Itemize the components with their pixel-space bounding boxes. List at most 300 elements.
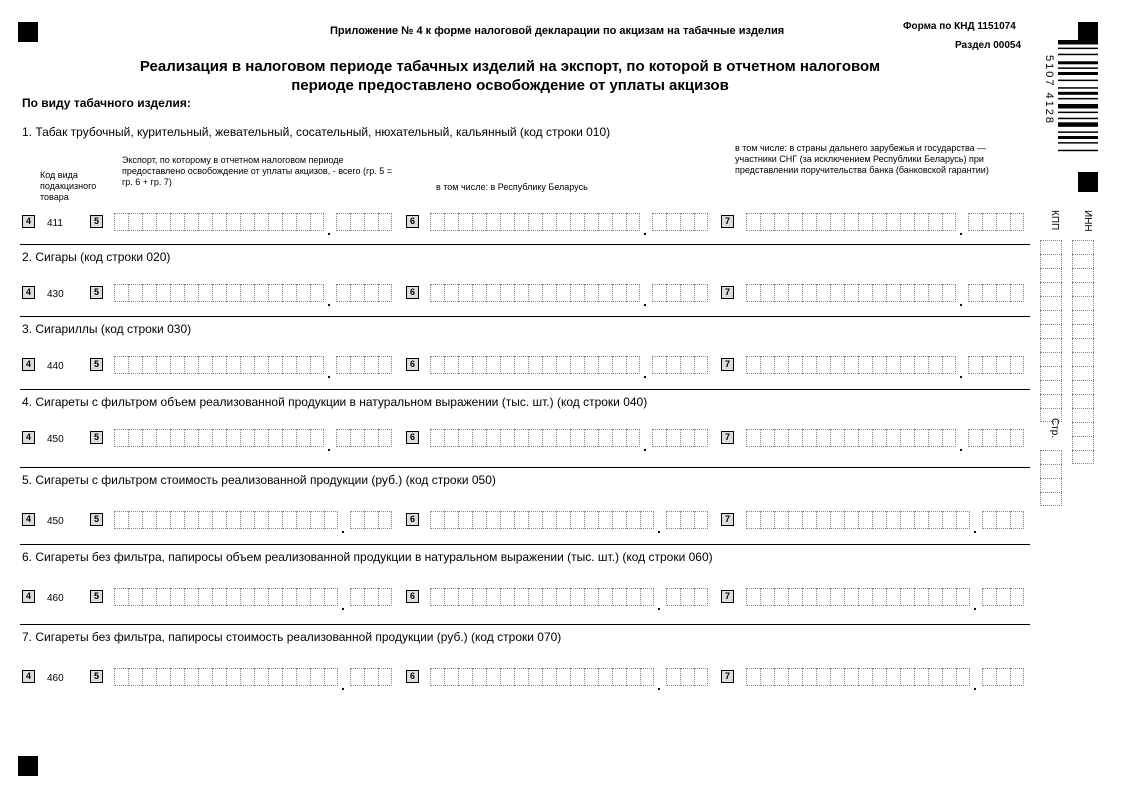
input-cell[interactable] xyxy=(254,588,268,606)
input-cell[interactable] xyxy=(514,668,528,686)
input-cell[interactable] xyxy=(640,511,654,529)
input-cell[interactable] xyxy=(528,429,542,447)
input-cell[interactable] xyxy=(942,588,956,606)
side-cell[interactable] xyxy=(1072,408,1094,422)
input-cell[interactable] xyxy=(584,356,598,374)
input-cell[interactable] xyxy=(458,356,472,374)
input-cell[interactable] xyxy=(928,668,942,686)
input-cell[interactable] xyxy=(310,588,324,606)
input-cell[interactable] xyxy=(652,356,666,374)
input-cell[interactable] xyxy=(666,284,680,302)
input-cell[interactable] xyxy=(500,511,514,529)
col7-fraction-field[interactable] xyxy=(968,356,1024,374)
input-cell[interactable] xyxy=(598,588,612,606)
input-cell[interactable] xyxy=(472,429,486,447)
input-cell[interactable] xyxy=(212,511,226,529)
input-cell[interactable] xyxy=(212,668,226,686)
input-cell[interactable] xyxy=(928,213,942,231)
input-cell[interactable] xyxy=(170,429,184,447)
input-cell[interactable] xyxy=(802,588,816,606)
input-cell[interactable] xyxy=(694,429,708,447)
input-cell[interactable] xyxy=(472,213,486,231)
input-cell[interactable] xyxy=(114,588,128,606)
input-cell[interactable] xyxy=(156,429,170,447)
side-cell[interactable] xyxy=(1040,352,1062,366)
input-cell[interactable] xyxy=(982,356,996,374)
input-cell[interactable] xyxy=(114,511,128,529)
input-cell[interactable] xyxy=(556,429,570,447)
input-cell[interactable] xyxy=(268,213,282,231)
input-cell[interactable] xyxy=(336,284,350,302)
input-cell[interactable] xyxy=(198,511,212,529)
input-cell[interactable] xyxy=(254,668,268,686)
input-cell[interactable] xyxy=(680,284,694,302)
input-cell[interactable] xyxy=(816,284,830,302)
col7-integer-field[interactable] xyxy=(746,588,970,606)
input-cell[interactable] xyxy=(528,356,542,374)
input-cell[interactable] xyxy=(310,668,324,686)
col6-integer-field[interactable] xyxy=(430,668,654,686)
input-cell[interactable] xyxy=(336,213,350,231)
input-cell[interactable] xyxy=(802,511,816,529)
input-cell[interactable] xyxy=(844,356,858,374)
side-cell[interactable] xyxy=(1040,310,1062,324)
input-cell[interactable] xyxy=(364,668,378,686)
input-cell[interactable] xyxy=(914,668,928,686)
input-cell[interactable] xyxy=(128,284,142,302)
input-cell[interactable] xyxy=(114,284,128,302)
input-cell[interactable] xyxy=(198,284,212,302)
input-cell[interactable] xyxy=(928,356,942,374)
input-cell[interactable] xyxy=(694,668,708,686)
input-cell[interactable] xyxy=(816,429,830,447)
col5-fraction-field[interactable] xyxy=(336,429,392,447)
input-cell[interactable] xyxy=(760,284,774,302)
input-cell[interactable] xyxy=(378,588,392,606)
input-cell[interactable] xyxy=(830,429,844,447)
input-cell[interactable] xyxy=(982,588,996,606)
input-cell[interactable] xyxy=(500,356,514,374)
input-cell[interactable] xyxy=(486,213,500,231)
input-cell[interactable] xyxy=(142,356,156,374)
input-cell[interactable] xyxy=(184,356,198,374)
col7-integer-field[interactable] xyxy=(746,429,956,447)
input-cell[interactable] xyxy=(324,588,338,606)
input-cell[interactable] xyxy=(760,213,774,231)
input-cell[interactable] xyxy=(444,429,458,447)
input-cell[interactable] xyxy=(746,213,760,231)
input-cell[interactable] xyxy=(472,356,486,374)
input-cell[interactable] xyxy=(128,213,142,231)
input-cell[interactable] xyxy=(760,429,774,447)
col5-integer-field[interactable] xyxy=(114,588,338,606)
input-cell[interactable] xyxy=(296,429,310,447)
side-cell[interactable] xyxy=(1072,436,1094,450)
input-cell[interactable] xyxy=(486,356,500,374)
input-cell[interactable] xyxy=(816,668,830,686)
input-cell[interactable] xyxy=(254,213,268,231)
input-cell[interactable] xyxy=(844,668,858,686)
col7-fraction-field[interactable] xyxy=(982,511,1024,529)
input-cell[interactable] xyxy=(872,213,886,231)
input-cell[interactable] xyxy=(640,588,654,606)
input-cell[interactable] xyxy=(788,356,802,374)
input-cell[interactable] xyxy=(268,284,282,302)
input-cell[interactable] xyxy=(268,668,282,686)
input-cell[interactable] xyxy=(942,356,956,374)
input-cell[interactable] xyxy=(914,213,928,231)
input-cell[interactable] xyxy=(886,668,900,686)
input-cell[interactable] xyxy=(142,429,156,447)
input-cell[interactable] xyxy=(830,668,844,686)
input-cell[interactable] xyxy=(128,511,142,529)
input-cell[interactable] xyxy=(830,284,844,302)
input-cell[interactable] xyxy=(968,213,982,231)
input-cell[interactable] xyxy=(514,588,528,606)
input-cell[interactable] xyxy=(612,429,626,447)
input-cell[interactable] xyxy=(626,429,640,447)
side-cell[interactable] xyxy=(1072,324,1094,338)
input-cell[interactable] xyxy=(694,511,708,529)
input-cell[interactable] xyxy=(774,511,788,529)
input-cell[interactable] xyxy=(444,668,458,686)
input-cell[interactable] xyxy=(542,511,556,529)
input-cell[interactable] xyxy=(226,213,240,231)
side-cell[interactable] xyxy=(1040,478,1062,492)
input-cell[interactable] xyxy=(556,511,570,529)
input-cell[interactable] xyxy=(282,511,296,529)
input-cell[interactable] xyxy=(212,213,226,231)
input-cell[interactable] xyxy=(942,668,956,686)
col7-integer-field[interactable] xyxy=(746,284,956,302)
input-cell[interactable] xyxy=(802,284,816,302)
input-cell[interactable] xyxy=(444,588,458,606)
input-cell[interactable] xyxy=(872,668,886,686)
input-cell[interactable] xyxy=(914,356,928,374)
input-cell[interactable] xyxy=(816,588,830,606)
input-cell[interactable] xyxy=(142,588,156,606)
input-cell[interactable] xyxy=(626,668,640,686)
col6-integer-field[interactable] xyxy=(430,213,640,231)
side-cell[interactable] xyxy=(1072,380,1094,394)
input-cell[interactable] xyxy=(556,356,570,374)
input-cell[interactable] xyxy=(760,588,774,606)
input-cell[interactable] xyxy=(900,356,914,374)
input-cell[interactable] xyxy=(240,284,254,302)
side-cell[interactable] xyxy=(1072,310,1094,324)
input-cell[interactable] xyxy=(928,429,942,447)
input-cell[interactable] xyxy=(858,511,872,529)
input-cell[interactable] xyxy=(240,429,254,447)
input-cell[interactable] xyxy=(336,429,350,447)
input-cell[interactable] xyxy=(942,511,956,529)
input-cell[interactable] xyxy=(240,356,254,374)
input-cell[interactable] xyxy=(542,588,556,606)
input-cell[interactable] xyxy=(296,284,310,302)
side-cell[interactable] xyxy=(1072,282,1094,296)
input-cell[interactable] xyxy=(128,588,142,606)
input-cell[interactable] xyxy=(746,668,760,686)
input-cell[interactable] xyxy=(198,356,212,374)
input-cell[interactable] xyxy=(486,429,500,447)
col5-fraction-field[interactable] xyxy=(350,511,392,529)
input-cell[interactable] xyxy=(170,284,184,302)
input-cell[interactable] xyxy=(378,429,392,447)
side-cell[interactable] xyxy=(1072,268,1094,282)
side-cell[interactable] xyxy=(1072,240,1094,254)
input-cell[interactable] xyxy=(500,284,514,302)
input-cell[interactable] xyxy=(198,588,212,606)
input-cell[interactable] xyxy=(170,588,184,606)
col6-fraction-field[interactable] xyxy=(652,284,708,302)
input-cell[interactable] xyxy=(584,429,598,447)
input-cell[interactable] xyxy=(886,588,900,606)
col5-integer-field[interactable] xyxy=(114,284,324,302)
input-cell[interactable] xyxy=(900,213,914,231)
input-cell[interactable] xyxy=(746,429,760,447)
input-cell[interactable] xyxy=(142,213,156,231)
col5-integer-field[interactable] xyxy=(114,213,324,231)
input-cell[interactable] xyxy=(570,429,584,447)
input-cell[interactable] xyxy=(694,284,708,302)
input-cell[interactable] xyxy=(996,284,1010,302)
side-cell[interactable] xyxy=(1072,422,1094,436)
input-cell[interactable] xyxy=(956,668,970,686)
input-cell[interactable] xyxy=(310,213,324,231)
input-cell[interactable] xyxy=(528,588,542,606)
col5-fraction-field[interactable] xyxy=(336,356,392,374)
input-cell[interactable] xyxy=(282,588,296,606)
input-cell[interactable] xyxy=(816,356,830,374)
input-cell[interactable] xyxy=(626,588,640,606)
side-cell[interactable] xyxy=(1072,366,1094,380)
input-cell[interactable] xyxy=(350,356,364,374)
input-cell[interactable] xyxy=(500,429,514,447)
input-cell[interactable] xyxy=(830,588,844,606)
input-cell[interactable] xyxy=(584,213,598,231)
input-cell[interactable] xyxy=(914,588,928,606)
input-cell[interactable] xyxy=(760,668,774,686)
input-cell[interactable] xyxy=(240,668,254,686)
input-cell[interactable] xyxy=(350,429,364,447)
input-cell[interactable] xyxy=(666,511,680,529)
input-cell[interactable] xyxy=(170,511,184,529)
input-cell[interactable] xyxy=(458,284,472,302)
input-cell[interactable] xyxy=(378,356,392,374)
input-cell[interactable] xyxy=(542,284,556,302)
input-cell[interactable] xyxy=(598,356,612,374)
input-cell[interactable] xyxy=(212,356,226,374)
col6-integer-field[interactable] xyxy=(430,429,640,447)
input-cell[interactable] xyxy=(364,356,378,374)
input-cell[interactable] xyxy=(184,213,198,231)
input-cell[interactable] xyxy=(378,511,392,529)
input-cell[interactable] xyxy=(458,429,472,447)
input-cell[interactable] xyxy=(760,356,774,374)
input-cell[interactable] xyxy=(996,429,1010,447)
input-cell[interactable] xyxy=(514,511,528,529)
input-cell[interactable] xyxy=(444,356,458,374)
input-cell[interactable] xyxy=(1010,356,1024,374)
input-cell[interactable] xyxy=(680,213,694,231)
input-cell[interactable] xyxy=(816,213,830,231)
input-cell[interactable] xyxy=(802,213,816,231)
input-cell[interactable] xyxy=(254,511,268,529)
side-cell[interactable] xyxy=(1040,492,1062,506)
input-cell[interactable] xyxy=(296,588,310,606)
input-cell[interactable] xyxy=(942,213,956,231)
input-cell[interactable] xyxy=(528,284,542,302)
input-cell[interactable] xyxy=(128,668,142,686)
input-cell[interactable] xyxy=(858,213,872,231)
input-cell[interactable] xyxy=(430,588,444,606)
input-cell[interactable] xyxy=(542,213,556,231)
input-cell[interactable] xyxy=(212,284,226,302)
col7-integer-field[interactable] xyxy=(746,668,970,686)
input-cell[interactable] xyxy=(652,213,666,231)
input-cell[interactable] xyxy=(156,588,170,606)
input-cell[interactable] xyxy=(612,284,626,302)
input-cell[interactable] xyxy=(430,429,444,447)
input-cell[interactable] xyxy=(612,668,626,686)
input-cell[interactable] xyxy=(996,213,1010,231)
input-cell[interactable] xyxy=(788,213,802,231)
side-cell[interactable] xyxy=(1072,254,1094,268)
input-cell[interactable] xyxy=(226,284,240,302)
input-cell[interactable] xyxy=(844,429,858,447)
input-cell[interactable] xyxy=(458,213,472,231)
input-cell[interactable] xyxy=(680,511,694,529)
input-cell[interactable] xyxy=(268,429,282,447)
col7-integer-field[interactable] xyxy=(746,511,970,529)
input-cell[interactable] xyxy=(268,356,282,374)
input-cell[interactable] xyxy=(156,213,170,231)
input-cell[interactable] xyxy=(1010,588,1024,606)
input-cell[interactable] xyxy=(886,213,900,231)
page-number-field[interactable] xyxy=(1040,450,1062,506)
input-cell[interactable] xyxy=(1010,668,1024,686)
input-cell[interactable] xyxy=(430,356,444,374)
side-cell[interactable] xyxy=(1040,338,1062,352)
input-cell[interactable] xyxy=(774,213,788,231)
input-cell[interactable] xyxy=(968,356,982,374)
input-cell[interactable] xyxy=(444,213,458,231)
input-cell[interactable] xyxy=(142,284,156,302)
side-cell[interactable] xyxy=(1040,464,1062,478)
input-cell[interactable] xyxy=(666,213,680,231)
input-cell[interactable] xyxy=(788,429,802,447)
input-cell[interactable] xyxy=(114,213,128,231)
col6-integer-field[interactable] xyxy=(430,588,654,606)
input-cell[interactable] xyxy=(514,284,528,302)
input-cell[interactable] xyxy=(584,668,598,686)
input-cell[interactable] xyxy=(254,356,268,374)
col6-integer-field[interactable] xyxy=(430,511,654,529)
col5-integer-field[interactable] xyxy=(114,356,324,374)
input-cell[interactable] xyxy=(170,668,184,686)
col6-integer-field[interactable] xyxy=(430,356,640,374)
input-cell[interactable] xyxy=(680,588,694,606)
input-cell[interactable] xyxy=(282,429,296,447)
input-cell[interactable] xyxy=(556,588,570,606)
input-cell[interactable] xyxy=(296,356,310,374)
input-cell[interactable] xyxy=(584,588,598,606)
input-cell[interactable] xyxy=(184,668,198,686)
input-cell[interactable] xyxy=(928,284,942,302)
input-cell[interactable] xyxy=(430,668,444,686)
input-cell[interactable] xyxy=(858,588,872,606)
input-cell[interactable] xyxy=(184,511,198,529)
input-cell[interactable] xyxy=(350,511,364,529)
input-cell[interactable] xyxy=(788,588,802,606)
input-cell[interactable] xyxy=(914,429,928,447)
input-cell[interactable] xyxy=(430,213,444,231)
input-cell[interactable] xyxy=(156,668,170,686)
input-cell[interactable] xyxy=(378,213,392,231)
input-cell[interactable] xyxy=(350,213,364,231)
input-cell[interactable] xyxy=(458,511,472,529)
input-cell[interactable] xyxy=(830,213,844,231)
input-cell[interactable] xyxy=(156,511,170,529)
input-cell[interactable] xyxy=(996,588,1010,606)
input-cell[interactable] xyxy=(928,588,942,606)
input-cell[interactable] xyxy=(350,668,364,686)
input-cell[interactable] xyxy=(982,511,996,529)
input-cell[interactable] xyxy=(310,511,324,529)
input-cell[interactable] xyxy=(886,511,900,529)
side-cell[interactable] xyxy=(1040,450,1062,464)
input-cell[interactable] xyxy=(788,668,802,686)
input-cell[interactable] xyxy=(500,588,514,606)
col5-integer-field[interactable] xyxy=(114,511,338,529)
col6-fraction-field[interactable] xyxy=(666,511,708,529)
input-cell[interactable] xyxy=(680,668,694,686)
col6-fraction-field[interactable] xyxy=(652,213,708,231)
input-cell[interactable] xyxy=(694,213,708,231)
input-cell[interactable] xyxy=(872,511,886,529)
side-cell[interactable] xyxy=(1040,254,1062,268)
col6-fraction-field[interactable] xyxy=(666,668,708,686)
input-cell[interactable] xyxy=(694,356,708,374)
col6-fraction-field[interactable] xyxy=(652,429,708,447)
input-cell[interactable] xyxy=(296,511,310,529)
input-cell[interactable] xyxy=(1010,429,1024,447)
input-cell[interactable] xyxy=(212,429,226,447)
input-cell[interactable] xyxy=(240,213,254,231)
input-cell[interactable] xyxy=(626,511,640,529)
input-cell[interactable] xyxy=(542,429,556,447)
input-cell[interactable] xyxy=(570,588,584,606)
input-cell[interactable] xyxy=(900,668,914,686)
input-cell[interactable] xyxy=(626,213,640,231)
input-cell[interactable] xyxy=(170,213,184,231)
input-cell[interactable] xyxy=(514,429,528,447)
side-cell[interactable] xyxy=(1040,282,1062,296)
side-cell[interactable] xyxy=(1040,380,1062,394)
input-cell[interactable] xyxy=(500,668,514,686)
input-cell[interactable] xyxy=(142,511,156,529)
input-cell[interactable] xyxy=(114,356,128,374)
input-cell[interactable] xyxy=(626,356,640,374)
input-cell[interactable] xyxy=(1010,213,1024,231)
input-cell[interactable] xyxy=(598,429,612,447)
input-cell[interactable] xyxy=(1010,511,1024,529)
input-cell[interactable] xyxy=(760,511,774,529)
input-cell[interactable] xyxy=(240,588,254,606)
input-cell[interactable] xyxy=(746,284,760,302)
input-cell[interactable] xyxy=(282,284,296,302)
input-cell[interactable] xyxy=(802,356,816,374)
